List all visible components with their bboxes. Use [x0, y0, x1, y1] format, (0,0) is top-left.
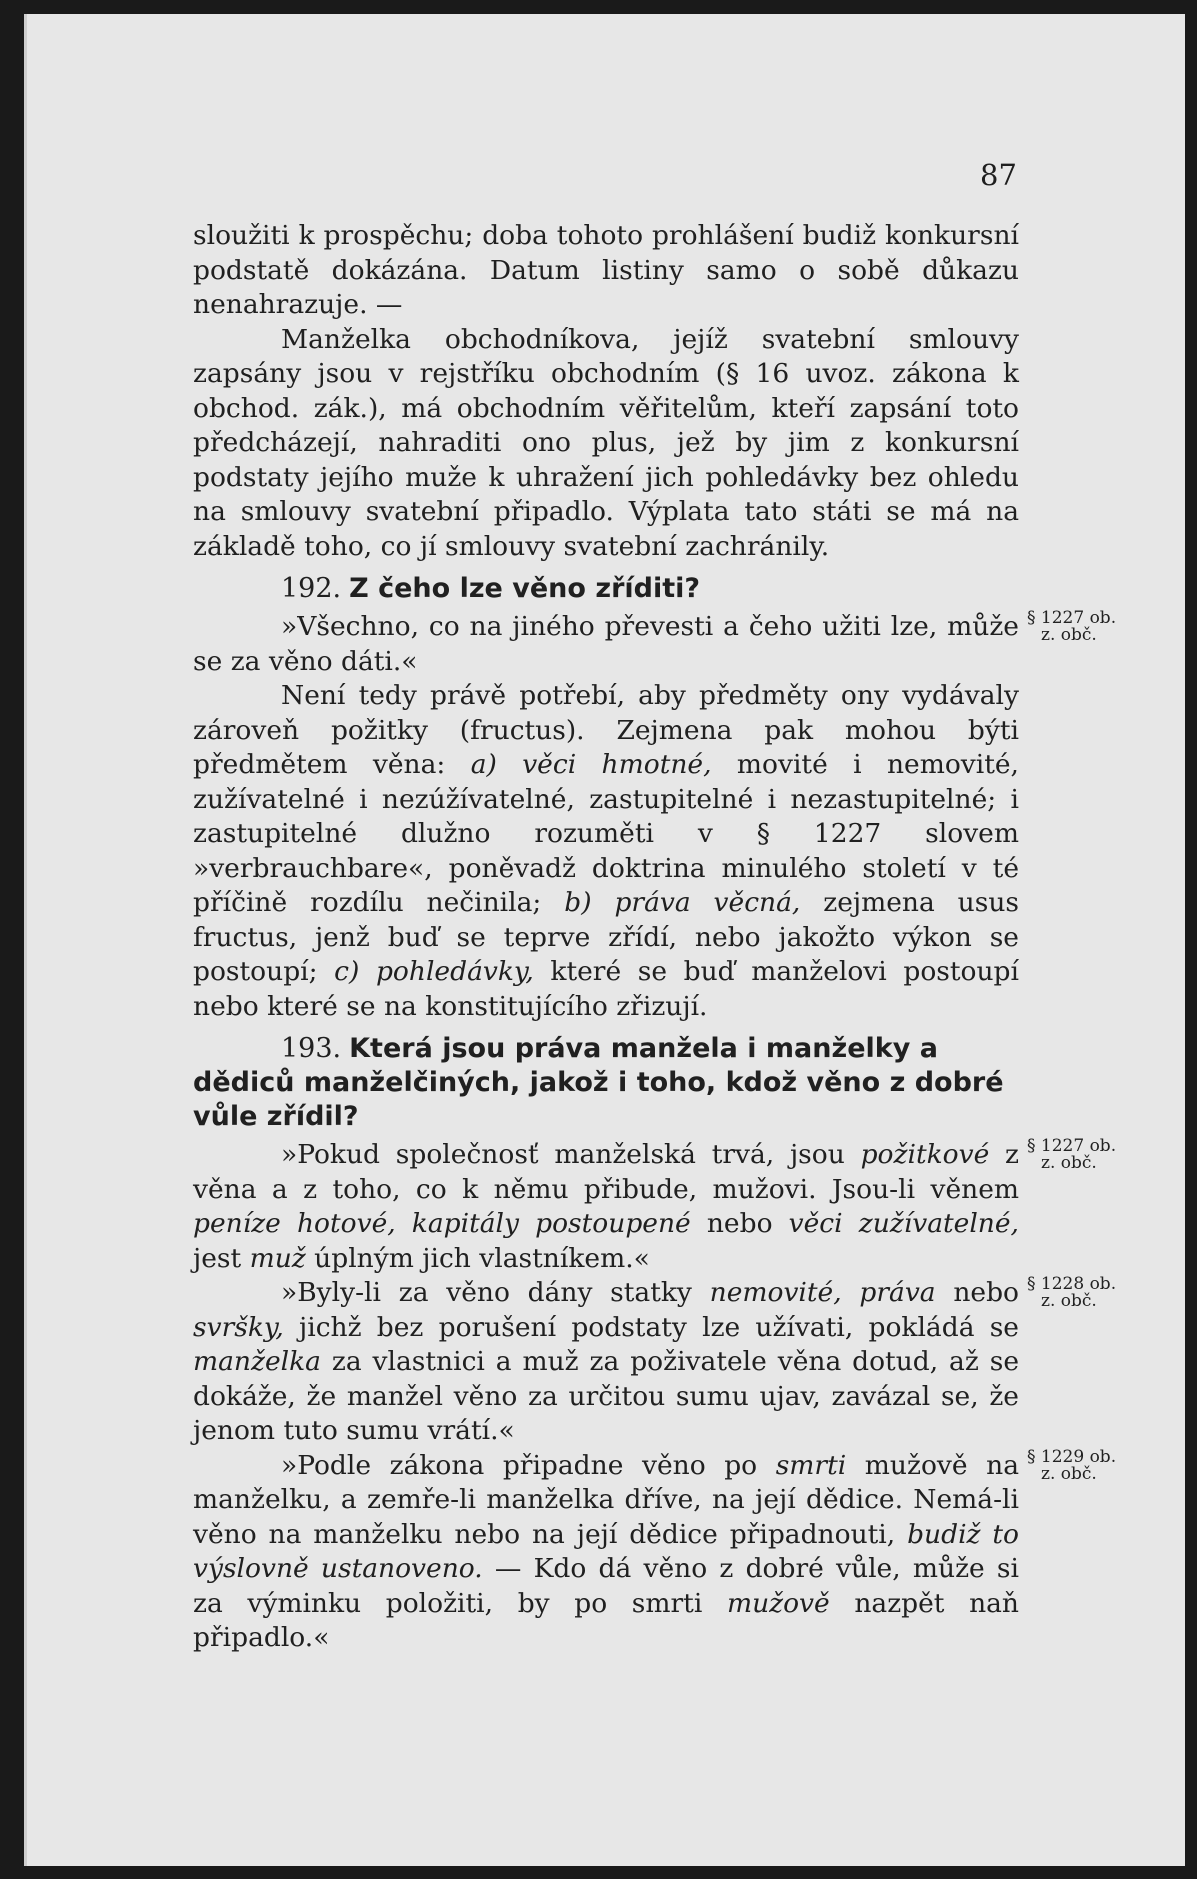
margin-note-line: z. obč. [1041, 1291, 1097, 1311]
paragraph-merchant-wife [193, 323, 1019, 565]
paragraph-text: movité i nemovité, zužívatelné i nezúžívatelné, zastupitelné i nezastupitelné; i zastupitelné dlužno rozuměti v § 1227 slovem »verbrauchbare«, poněvadž doktrina minulého století v té příčině rozdílu nečinila; [193, 749, 1019, 918]
paragraph-quote-1228 [193, 1274, 1117, 1449]
margin-note-line: § 1228 ob. [1027, 1274, 1117, 1294]
paragraph-text: jest [193, 1242, 250, 1274]
italic-term: svršky, [193, 1311, 284, 1343]
paragraph-quote-1227 [193, 608, 1117, 679]
margin-note-1227b [1027, 1138, 1127, 1172]
italic-term: muž [249, 1242, 306, 1274]
paragraph-continuation [193, 219, 1019, 323]
paragraph-text: »Podle zákona připadne věno po [281, 1449, 776, 1481]
italic-term: a) věci hmotné, [470, 749, 712, 780]
margin-note-line: § 1227 ob. [1027, 1136, 1117, 1156]
italic-term: c) pohledávky, [334, 956, 534, 987]
body-text [193, 219, 1117, 1656]
italic-term: mužově [726, 1587, 830, 1619]
section-title: Z čeho lze věno zříditi? [349, 573, 701, 604]
italic-term: smrti [775, 1449, 847, 1481]
margin-note-line: § 1227 ob. [1027, 608, 1117, 628]
italic-term: nemovité, práva [709, 1277, 936, 1308]
section-title: Která jsou práva manžela i manželky a dědiců manželčiných, jakož i toho, kdož věno z dobré vůle zřídil? [193, 1033, 1004, 1132]
margin-note-line: z. obč. [1041, 1463, 1097, 1484]
margin-note-line: z. obč. [1041, 1153, 1097, 1173]
paragraph-text: nebo [935, 1277, 1019, 1308]
italic-term: věci zužívatelné, [788, 1208, 1019, 1239]
margin-note-1228 [1027, 1276, 1127, 1310]
paragraph-dowry-subjects [193, 679, 1019, 1024]
paragraph-text: »Byly-li za věno dány statky [281, 1277, 710, 1308]
margin-note-line: z. obč. [1041, 625, 1097, 645]
paragraph-text: z věna a z toho, co k němu přibude, mužovi. Jsou-li věnem [193, 1139, 1019, 1205]
section-heading-192 [193, 572, 1019, 606]
italic-term: b) práva věcná, [564, 887, 801, 918]
paragraph-text: úplným jich vlastníkem.« [305, 1242, 650, 1274]
section-heading-193 [193, 1032, 1019, 1134]
paragraph-text: které se buď manželovi postoupí nebo které se na konstitujícího zřizují. [193, 956, 1019, 1022]
paragraph-text: mužově na manželku, a zemře-li manželka dříve, na její dědice. Nemá-li věno na manželku nebo na její dědice připadnouti, [193, 1449, 1019, 1550]
margin-note-1227 [1027, 610, 1127, 644]
paragraph-text: zejmena usus fructus, jenž buď se teprve zřídí, nebo jakožto výkon se postoupí; [193, 887, 1020, 987]
margin-note-1229 [1027, 1446, 1127, 1484]
book-page [24, 14, 1185, 1866]
paragraph-text: nebo [690, 1208, 789, 1239]
section-number: 193. [281, 1033, 342, 1064]
italic-term: peníze hotové, kapitály postoupené [193, 1208, 691, 1239]
section-number: 192. [281, 573, 342, 604]
paragraph-text: za vlastnici a muž za poživatele věna dotud, až se dokáže, že manžel věno za určitou sumu ujav, zavázal se, že jenom tuto sumu vrátí.« [193, 1346, 1019, 1446]
paragraph-text: jichž bez porušení podstaty lze užívati, pokládá se [283, 1311, 1019, 1343]
paragraph-text: Není tedy právě potřebí, aby předměty ony vydávaly zároveň požitky (fructus). Zejmena pak mohou býti předmětem věna: [193, 680, 1019, 780]
italic-term: manželka [193, 1346, 321, 1377]
paragraph-quote-1227b [193, 1136, 1117, 1276]
paragraph-text: »Pokud společnosť manželská trvá, jsou [281, 1139, 861, 1170]
italic-term: budiž to výslovně ustanoveno. [193, 1518, 1019, 1584]
paragraph-text: Manželka obchodníkova, jejíž svatební smlouvy zapsány jsou v rejstříku obchodním (§ 16 uvoz. zákona k obchod. zák.), má obchodním věřitelům, kteří zapsání toto předcházejí, nahraditi ono plus, jež by jim z konkursní podstaty jejího muže k uhražení jich pohledávky bez ohledu na smlouvy svatební připadlo. Výplata tato státi se má na základě toho, co jí smlouvy svatební zachránily. [193, 323, 1019, 562]
paragraph-text: nazpět naň připadlo.« [193, 1587, 1020, 1653]
paragraph-text: — Kdo dá věno z dobré vůle, může si za výminku položiti, by po smrti [193, 1553, 1019, 1619]
margin-note-line: § 1229 ob. [1027, 1446, 1117, 1467]
paragraph-text: »Všechno, co na jiného převesti a čeho užiti lze, může se za věno dáti.« [193, 611, 1019, 677]
italic-term: požitkové [860, 1139, 990, 1170]
paragraph-text: sloužiti k prospěchu; doba tohoto prohlášení budiž konkursní podstatě dokázána. Datum listiny samo o sobě důkazu nenahrazuje. — [193, 220, 1019, 320]
paragraph-quote-1229 [193, 1446, 1117, 1656]
page-number: 87 [980, 158, 1017, 192]
